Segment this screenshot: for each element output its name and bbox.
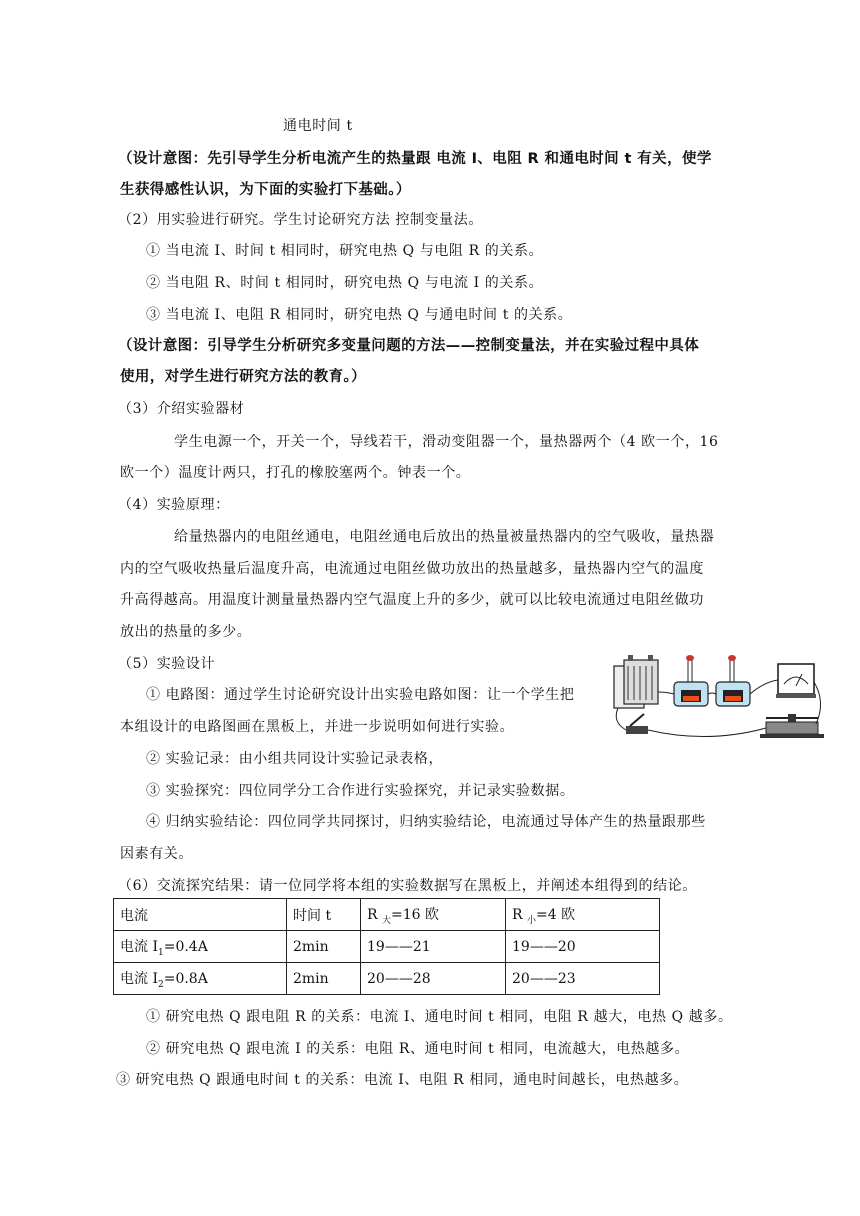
section-4-line-2: 内的空气吸收热量后温度升高，电流通过电阻丝做功放出的热量越多，量热器内空气的温度 xyxy=(120,561,704,577)
section-2-item-1: ① 当电流 I、时间 t 相同时，研究电热 Q 与电阻 R 的关系。 xyxy=(146,243,544,259)
design-intent-2-line-1: （设计意图：引导学生分析研究多变量问题的方法——控制变量法，并在实验过程中具体 xyxy=(118,338,700,354)
power-supply-icon xyxy=(614,655,658,708)
row-2-time: 2min xyxy=(287,963,361,995)
design-intent-1-line-1: （设计意图：先引导学生分析电流产生的热量跟 电流 I、电阻 R 和通电时间 t 有关，使学 xyxy=(118,151,712,167)
section-6-heading: （6）交流探究结果：请一位同学将本组的实验数据写在黑板上，并阐述本组得到的结论。 xyxy=(118,878,697,894)
section-4-heading: （4）实验原理： xyxy=(118,497,230,513)
section-4-line-1: 给量热器内的电阻丝通电，电阻丝通电后放出的热量被量热器内的空气吸收，量热器 xyxy=(174,529,715,545)
section-3-heading: （3）介绍实验器材 xyxy=(118,401,245,417)
header-current: 电流 xyxy=(114,899,287,931)
conclusion-3: ③ 研究电热 Q 跟通电时间 t 的关系：电流 I、电阻 R 相同，通电时间越长，电热越多。 xyxy=(116,1072,689,1088)
header-r-big: R $_大$=16 欧 xyxy=(361,899,506,931)
section-5-heading: （5）实验设计 xyxy=(118,656,216,672)
design-intent-2-line-2: 使用，对学生进行研究方法的教育。） xyxy=(120,369,367,385)
section-5-item-1-line-2: 本组设计的电路图画在黑板上，并进一步说明如何进行实验。 xyxy=(120,719,515,735)
section-4-line-3: 升高得越高。用温度计测量量热器内空气温度上升的多少，就可以比较电流通过电阻丝做功 xyxy=(120,592,704,608)
row-1-time: 2min xyxy=(287,931,361,963)
section-5-item-3: ③ 实验探究：四位同学分工合作进行实验探究，并记录实验数据。 xyxy=(146,783,575,799)
section-5-item-4-line-2: 因素有关。 xyxy=(120,846,193,862)
row-2-r-small: 20——23 xyxy=(506,963,660,995)
section-5-item-2: ② 实验记录：由小组共同设计实验记录表格， xyxy=(146,751,444,767)
section-2-heading: （2）用实验进行研究。学生讨论研究方法 控制变量法。 xyxy=(118,212,483,228)
rheostat-icon xyxy=(760,714,824,738)
top-line: 通电时间 t xyxy=(283,118,353,134)
section-4-line-4: 放出的热量的多少。 xyxy=(120,624,252,640)
row-1-current: 电流 $I_1=0.4A$ xyxy=(114,931,287,963)
table-row xyxy=(114,963,660,995)
header-time: 时间 t xyxy=(287,899,361,931)
section-5-item-1-line-1: ① 电路图：通过学生讨论研究设计出实验电路如图：让一个学生把 xyxy=(146,687,575,703)
section-3-line-2: 欧一个）温度计两只，打孔的橡胶塞两个。钟表一个。 xyxy=(120,465,471,481)
section-2-item-2: ② 当电阻 R、时间 t 相同时，研究电热 Q 与电流 I 的关系。 xyxy=(146,275,544,291)
calorimeter-right-icon xyxy=(716,655,750,706)
header-r-small: R $_小$=4 欧 xyxy=(506,899,660,931)
row-1-r-big: 19——21 xyxy=(361,931,506,963)
section-2-item-3: ③ 当电流 I、电阻 R 相同时，研究电热 Q 与通电时间 t 的关系。 xyxy=(146,307,573,323)
experiment-apparatus-figure xyxy=(608,652,830,752)
table-header-row xyxy=(114,899,660,931)
section-5-item-4-line-1: ④ 归纳实验结论：四位同学共同探讨，归纳实验结论，电流通过导体产生的热量跟那些 xyxy=(146,814,706,830)
row-1-r-small: 19——20 xyxy=(506,931,660,963)
experiment-data-table xyxy=(113,898,660,995)
conclusion-1: ① 研究电热 Q 跟电阻 R 的关系：电流 I、通电时间 t 相同，电阻 R 越大，电热 Q 越多。 xyxy=(146,1009,733,1025)
calorimeter-left-icon xyxy=(674,655,708,706)
table-row xyxy=(114,931,660,963)
design-intent-1-line-2: 生获得感性认识，为下面的实验打下基础。） xyxy=(120,182,411,198)
conclusion-2: ② 研究电热 Q 跟电流 I 的关系：电阻 R、通电时间 t 相同，电流越大，电热越多。 xyxy=(146,1041,690,1057)
switch-icon xyxy=(626,714,648,734)
section-3-line-1: 学生电源一个，开关一个，导线若干，滑动变阻器一个，量热器两个（4 欧一个，16 xyxy=(174,434,719,450)
row-2-current: 电流 $I_2=0.8A$ xyxy=(114,963,287,995)
ammeter-icon xyxy=(776,664,816,698)
row-2-r-big: 20——28 xyxy=(361,963,506,995)
